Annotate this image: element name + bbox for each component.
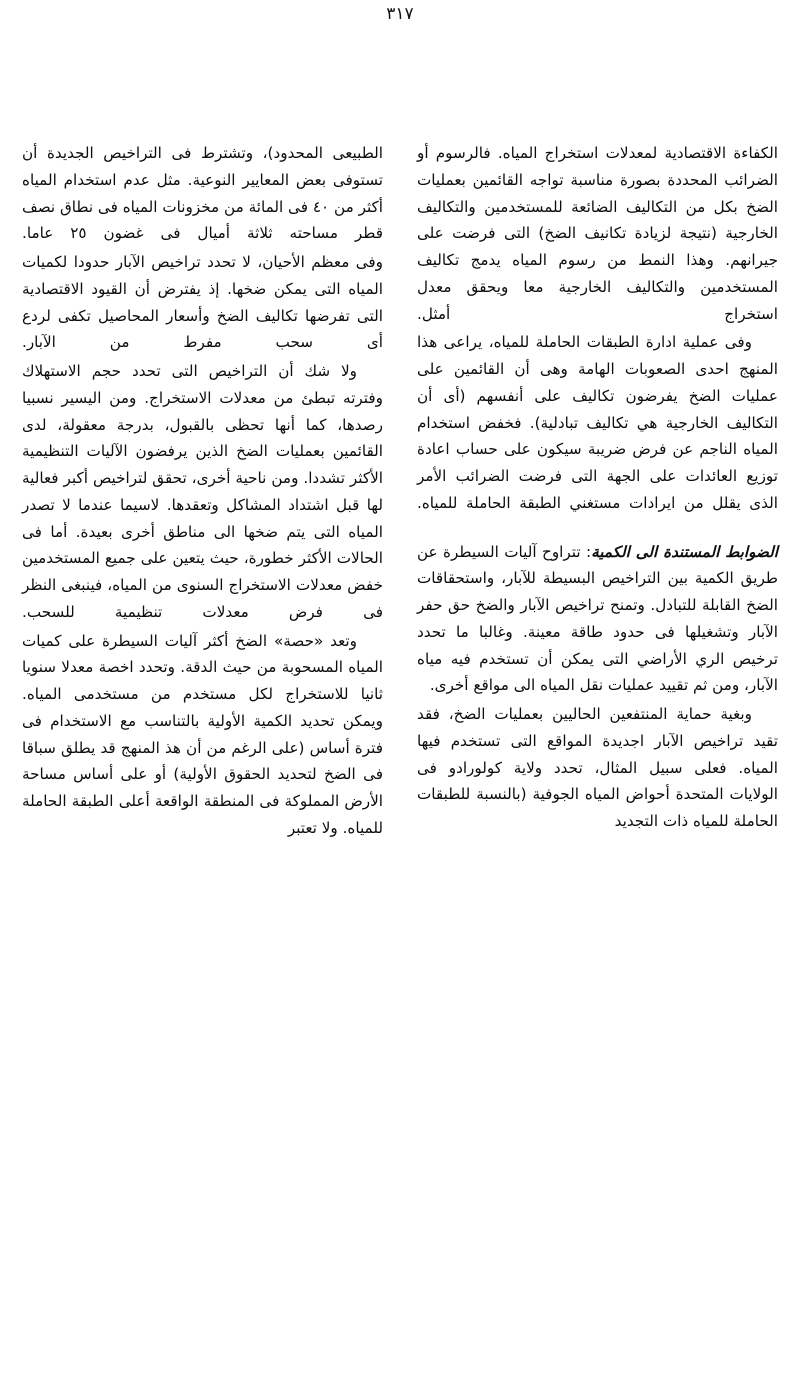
paragraph: وفى معظم الأحيان، لا تحدد تراخيص الآبار حدودا لكميات المياه التى يمكن ضخها. إذ يفترض أن القيود الاقتصادية التى تفرضها تكاليف الضخ وأسعار المحاصيل تكفى لردع أى سحب مفرط من الآبار.: [22, 253, 383, 352]
paragraph-spacer: [417, 517, 778, 539]
paragraph: وبغية حماية المنتفعين الحاليين بعمليات الضخ، فقد تقيد تراخيص الآبار اجديدة المواقع التى تستخدم فيها المياه. فعلى سبيل المثال، تحدد ولاية كولورادو فى الولايات المتحدة أحواض المياه الجوفية (بالنسبة للطبقات الحاملة للمياه ذات التجديد: [417, 705, 778, 830]
paragraph: وتعد «حصة» الضخ أكثر آليات السيطرة على كميات المياه المسحوبة من حيث الدقة. وتحدد اخصة معدلا سنويا ثانيا للاستخراج لكل مستخدم من مستخدمى المياه. ويمكن تحديد الكمية الأولية بالتناسب مع الاستخدام فى فترة أساس (على الرغم من أن هذ المنهج قد يطلق سباقا فى الضخ لتحديد الحقوق الأولية) أو على أساس مساحة الأرض المملوكة فى المنطقة الواقعة أعلى الطبقة الحاملة للمياه. ولا تعتبر: [22, 631, 383, 837]
two-column-body: [22, 140, 778, 1370]
paragraph: وفى عملية ادارة الطبقات الحاملة للمياه، يراعى هذا المنهج احدى الصعوبات الهامة وهى أن القائمين على عمليات الضخ يفرضون تكاليف على أنفسهم (أى أن التكاليف الخارجية هي تكاليف تبادلية). فخفض استخدام المياه الناجم عن فرض ضريبة سيكون على حساب اعادة توزيع العائدات على الجهة التى فرضت الضرائب الأمر الذى يقلل من ايرادات مستغني الطبقة الحاملة للمياه.: [417, 333, 778, 512]
page-number: ٣١٧: [386, 4, 414, 24]
paragraph: الطبيعى المحدود)، وتشترط فى التراخيص الجديدة أن تستوفى بعض المعايير النوعية. مثل عدم استخدام المياه أكثر من ٤٠ فى المائة من مخزونات المياه فى نطاق نصف قطر مساحته ثلاثة أميال فى غضون ٢٥ عاما.: [22, 144, 384, 243]
section-separator: :: [585, 542, 592, 561]
column-right: [22, 140, 383, 1370]
column-left: [417, 140, 778, 1370]
paragraph: الكفاءة الاقتصادية لمعدلات استخراج المياه. فالرسوم أو الضرائب المحددة بصورة مناسبة تواجه القائمين بعمليات الضخ بكل من التكاليف الضائعة للمستخدمين والتكاليف الخارجية (نتيجة لزيادة تكانيف الضخ) التى فرضت على جيرانهم. وهذا النمط من رسوم المياه يدمج تكاليف المستخدمين والتكاليف الخارجية معا ويحقق معدل استخراج أمثل.: [417, 144, 778, 323]
section-term: الضوابط المستندة الى الكمية: [591, 542, 778, 561]
section-text: تتراوح آليات السيطرة عن طريق الكمية بين التراخيص البسيطة للآبار، واستحقاقات الضخ القابلة للتبادل. وتمنح تراخيص الآبار والضخ حق حفر الآبار وتشغيلها فى حدود طاقة معينة. وغالبا ما تحدد ترخيص الري الأراضي التى يمكن أن تستخدم فيه مياه الآبار، ومن ثم تقييد عمليات نقل المياه الى مواقع أخرى.: [417, 542, 778, 695]
paragraph: ولا شك أن التراخيص التى تحدد حجم الاستهلاك وفترته تبطئ من معدلات الاستخراج. ومن اليسير نسبيا رصدها، كما أنها تحظى بالقبول، بدرجة معقولة، لدى القائمين بعمليات الضخ الذين يرفضون الآليات التنظيمية الأكثر تشددا. ومن ناحية أخرى، تحقق لتراخيص أكبر فعالية لها قبل اشتداد المشاكل وتعقدها. لاسيما عندما لا تصدر المياه التى يتم ضخها الى مناطق أخرى بعيدة. أما فى الحالات الأكثر خطورة، حيث يتعين على جميع المستخدمين خفض معدلات الاستخراج السنوى من المياه، فينبغى النظر فى فرض معدلات تنظيمية للسحب.: [22, 362, 383, 621]
section-paragraph: [417, 539, 778, 700]
